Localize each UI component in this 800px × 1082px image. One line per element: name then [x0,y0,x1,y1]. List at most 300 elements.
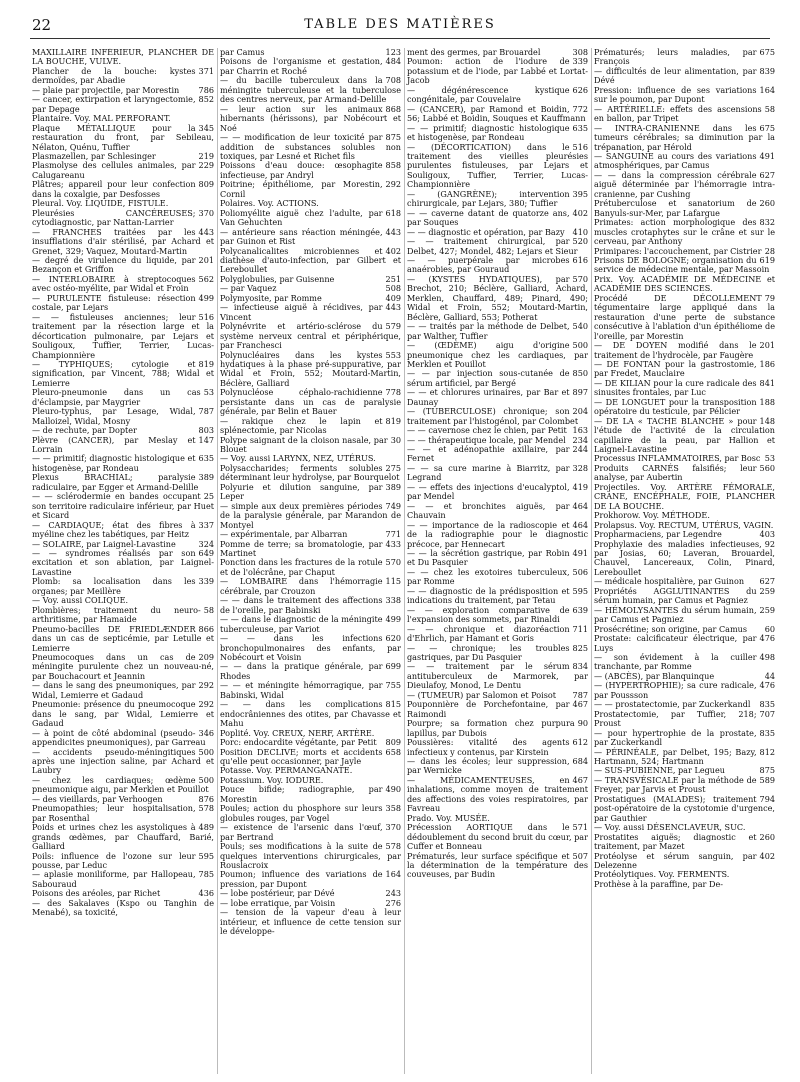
entry-page-number: 339 [198,576,214,587]
index-entry [32,294,214,313]
entry-page-number: 28 [764,245,775,256]
entry-text: — — primitif; diagnostic histologique et histogenèse, par Rondeau [32,453,196,473]
entry-text: Prothèse à la paraffine, par De- [594,878,723,889]
index-entry [32,606,214,625]
entry-text: — — puerpérale par microbes anaérobies, par Gouraud [407,254,570,275]
entry-page-number: 809 [385,737,401,748]
entry-page-number: 858 [385,160,401,171]
index-entry [32,388,214,407]
entry-page-number: 234 [572,434,588,445]
entry-page-number: 675 [759,122,775,133]
index-entry [407,143,588,190]
entry-page-number: 436 [198,888,214,899]
entry-page-number: 834 [572,661,588,672]
entry-text: Porc: endocardite végétante, par Petit [220,737,377,748]
entry-page-number: 819 [198,358,214,369]
index-entry [594,294,775,341]
entry-page-number: 850 [572,368,588,379]
entry-page-number: 30 [390,434,401,445]
index-entry [594,86,775,105]
entry-text: — TYPHIQUES; cytologie et signification, par Vincent, 788; Widal et Lemierre [32,358,214,388]
index-entry [220,351,401,389]
index-entry [594,880,775,889]
entry-text: — DE FONTAN pour la gastrostomie, par Fredet, Mauclaire [594,358,757,379]
entry-text: — antérieure sans réaction méningée, par Guinon et Rist [220,226,383,247]
entry-text: Prématurés, leur surface spécifique et la détermination de la température des couveuses, par Budin [407,850,588,880]
entry-page-number: 443 [385,226,401,237]
entry-page-number: 852 [198,94,214,105]
entry-page-number: 570 [572,273,588,284]
entry-page-number: 371 [198,65,214,76]
entry-page-number: 699 [385,661,401,672]
entry-page-number: 787 [572,689,588,700]
entry-text: — INTRA-CRANIENNE dans les tumeurs cérébrales; sa diminution par la trépanation, par Hérold [594,122,775,152]
index-entry [32,625,214,653]
entry-page-number: 53 [203,387,214,398]
entry-page-number: 812 [759,746,775,757]
entry-page-number: 711 [572,623,588,634]
entry-page-number: 259 [759,604,775,615]
entry-text: — TRANSVÉSICALE par la méthode de Freyer, par Jarvis et Proust [594,774,757,795]
entry-text: Prématurés; leurs maladies, par François [594,48,757,67]
index-entry [407,776,588,814]
index-entry [32,313,214,360]
index-entry [594,48,775,67]
entry-text: — — traitement chirurgical, par Delbet, 427; Mondel, 482; Lejars et Sieur [407,236,578,256]
entry-page-number: 389 [385,481,401,492]
index-entry [594,464,775,483]
index-entry [220,228,401,247]
entry-text: — — traitement par le sérum antituberculeux de Marmorek, par Dieulafoy, Monod, Le Dentu [407,661,588,691]
entry-text: — dans le sang des pneumoniques, par Widal, Lemierre et Gadaud [32,680,196,700]
index-entry [32,521,214,540]
entry-text: — HÉMOLYSANTES du sérum humain, par Camus et Pagniez [594,604,757,625]
index-entry [220,436,401,455]
entry-text: — — effets des injections d'eucalyptol, par Mendel [407,481,570,502]
entry-text: Plasmazellen, par Schlesinger [32,150,156,161]
entry-text: — — et méningite hémorragique, par Babinski, Widal [220,680,383,700]
index-entry [407,606,588,625]
index-entry [407,757,588,776]
entry-text: Poliomyélite aiguë chez l'adulte, par Van Gehuchten [220,207,383,228]
entry-text: Polynévrite et artério-sclérose du système nerveux central et périphérique, par Franchesci [220,321,401,351]
entry-text: — — dans les complications endocrâniennes des otites, par Chavasse et Mahu [220,699,401,729]
entry-page-number: 115 [385,576,401,587]
entry-page-number: 506 [572,566,588,577]
entry-page-number: 649 [198,548,214,559]
index-entry [32,804,214,823]
entry-text: ment des germes, par Brouardel [407,48,541,57]
index-entry [407,521,588,549]
entry-page-number: 835 [759,699,775,710]
entry-text: — — diagnostic et opération, par Bazy [407,226,565,237]
entry-page-number: 229 [198,160,214,171]
index-entry [220,681,401,700]
index-entry [32,275,214,294]
entry-text: — — exploration comparative de l'expansion des sommets, par Rinaldi [407,604,570,625]
index-entry [32,729,214,748]
entry-page-number: 338 [385,595,401,606]
entry-text: — — dans le traitement des affections de l'oreille, par Babinski [220,595,383,615]
entry-text: — (ABCÈS), par Blanquinque [594,670,715,681]
entry-page-number: 578 [198,803,214,814]
index-entry [220,161,401,180]
index-entry [407,738,588,757]
entry-text: Ponction dans les fractures de la rotule et de l'olécrâne, par Chaput [220,557,383,577]
entry-text: Potassium. Voy. IODURE. [220,774,324,785]
entry-page-number: 259 [759,585,775,596]
entry-page-number: 244 [572,444,588,455]
index-entry [220,464,401,483]
entry-text: Propharmaciens, par Legendre [594,529,722,540]
entry-page-number: 618 [385,207,401,218]
entry-page-number: 626 [572,84,588,95]
entry-page-number: 489 [198,822,214,833]
index-entry [594,634,775,653]
entry-page-number: 292 [198,699,214,710]
entry-page-number: 395 [572,188,588,199]
entry-text: par Camus [220,48,265,57]
entry-text: MAXILLAIRE INFÉRIEUR, PLANCHER DE LA BOUCHE, VULVE. [32,48,214,67]
index-entry [220,502,401,530]
entry-page-number: 186 [759,358,775,369]
index-entry [220,634,401,662]
index-entry [407,445,588,464]
entry-text: — (KYSTES HYDATIQUES), par Brechot, 210; Béclère, Galliard, Achard, Merklen, Chauffard, 489; Pinard, 490; Widal et Froin, 552; Moutard-Martin, Béclère, Galliard, 553; Potherat [407,273,588,322]
index-entry [220,908,401,936]
entry-page-number: 476 [759,680,775,691]
index-entry [594,379,775,398]
entry-text: Prophylaxie des maladies infectieuses, par Josias, 60; Laveran, Brouardel, Chauvel, Lancereaux, Colin, Pinard, Lereboullet [594,538,775,577]
entry-page-number: 620 [385,633,401,644]
entry-text: Précession AORTIQUE dans le dédoublement du second bruit du cœur, par Cuffer et Bonneau [407,822,588,852]
index-entry [220,596,401,615]
entry-page-number: 516 [572,141,588,152]
entry-page-number: 595 [572,585,588,596]
running-title: TABLE DES MATIÈRES [304,17,496,32]
entry-text: Pneumopathies; leur hospitalisation, par Rosenthal [32,803,196,823]
entry-page-number: 92 [764,538,775,549]
entry-text: — INTERLOBAIRE à streptocoques avec ostéo-myélite, par Widal et Froin [32,273,196,294]
entry-text: — — sa cure marine à Biarritz, par Legrand [407,462,570,483]
index-entry [220,700,401,728]
entry-text: — — sclérodermie en bandes occupant son territoire radiculaire inférieur, par Huet et Sicard [32,491,214,521]
index-entry [220,615,401,634]
index-entry [220,842,401,870]
entry-page-number: 370 [198,207,214,218]
entry-text: — infectieuse aiguë à récidives, par Vincent [220,302,383,322]
index-entry [594,360,775,379]
entry-text: Polype saignant de la cloison nasale, par Blouet [220,434,388,455]
entry-text: — médicale hospitalière, par Guinon [594,576,745,587]
entry-page-number: 345 [198,122,214,133]
entry-page-number: 90 [577,718,588,729]
index-entry [594,152,775,171]
entry-page-number: 292 [385,179,401,190]
entry-text: — — traités par la méthode de Delbet, par Walther, Tuffier [407,321,570,341]
entry-page-number: 520 [572,236,588,247]
entry-page-number: 251 [385,273,401,284]
entry-page-number: 516 [198,311,214,322]
entry-page-number: 402 [759,850,775,861]
entry-page-number: 876 [198,793,214,804]
entry-text: Poussières: vitalité des agents infectieux y contenus, par Kirstein [407,737,570,757]
index-entry [407,275,588,322]
index-entry [220,76,401,104]
entry-text: Prostate: calcificateur électrique, par Luys [594,633,757,653]
index-entry [32,124,214,152]
index-entry [594,795,775,823]
entry-page-number: 464 [572,519,588,530]
index-entry [220,105,401,133]
entry-text: Prostatites aiguës; diagnostic et traitement, par Mazet [594,831,757,852]
index-entry [407,105,588,124]
entry-page-number: 147 [198,434,214,445]
index-entry [407,587,588,606]
entry-text: — PÉRINÉALE, par Delbet, 195; Bazy, Hartmann, 524; Hartmann [594,746,757,766]
entry-text: Polymyosite, par Romme [220,292,322,303]
entry-page-number: 499 [385,614,401,625]
entry-page-number: 499 [198,292,214,303]
entry-text: Protéolytiques. Voy. FERMENTS. [594,869,730,880]
entry-page-number: 79 [764,292,775,303]
entry-text: Prolapsus. Voy. RECTUM, UTÉRUS, VAGIN. [594,519,774,530]
index-entry [220,577,401,596]
entry-text: Prosécrétine; son origine, par Camus [594,623,748,634]
index-column-3 [404,48,591,1074]
entry-text: Procédé DE DÉCOLLEMENT tégumentaire large appliqué dans la restauration d'une perte de substance consécutive à l'ablation d'un épithéliome de l'oreille, par Morestin [594,292,775,341]
entry-page-number: 787 [198,406,214,417]
entry-text: Pomme de terre; sa bromatologie, par Martinet [220,538,383,559]
index-entry [32,577,214,596]
entry-text: Prostatectomie, par Tuffier, 218; Proust [594,708,757,729]
entry-text: — — et bronchites aiguës, par Chauvain [407,500,570,521]
index-entry [407,341,588,369]
entry-page-number: 809 [198,179,214,190]
entry-text: — (TUMEUR) par Salomon et Poisot [407,689,556,700]
entry-page-number: 589 [759,774,775,785]
entry-text: — DE KILIAN pour la cure radicale des sinusites frontales, par Luc [594,377,757,398]
entry-text: — existence de l'arsenic dans l'œuf, par Bertrand [220,822,383,842]
entry-text: Polynucléose céphalo-rachidienne persistante dans un cas de paralysie générale, par Belin et Bauer [220,387,401,417]
entry-text: — — dans le diagnostic de la méningite tuberculeuse, par Variot [220,614,383,634]
entry-text: Plexus BRACHIAL; paralysie radiculaire, par Egger et Armand-Delille [32,472,199,492]
entry-page-number: 875 [759,765,775,776]
entry-text: — MÉDICAMENTEUSES, en inhalations, comme moyen de traitement des affections des voies respiratoires, par Favreau [407,774,588,814]
index-entry [220,133,401,161]
entry-text: — — et chlorures urinaires, par Bar et Daunay [407,387,570,407]
index-entry [32,870,214,889]
entry-page-number: 839 [759,65,775,76]
entry-text: — son évidement à la cuiller tranchante, par Romme [594,652,757,672]
entry-text: Primipares: l'accouchement, par Cistrier [594,245,762,256]
entry-page-number: 53 [764,453,775,464]
index-entry [594,748,775,767]
entry-text: Prado. Voy. MUSÉE. [407,812,490,823]
entry-text: Plomb: sa localisation dans les organes; par Meillère [32,576,196,596]
index-entry [594,105,775,124]
entry-page-number: 308 [572,48,588,57]
entry-text: — (GANGRÈNE); intervention chirurgicale, par Lejars, 380; Tuffier [407,188,570,209]
entry-text: — PURULENTE fistuleuse: résection costale, par Lejars [32,292,196,313]
entry-page-number: 815 [385,699,401,710]
entry-page-number: 825 [572,642,588,653]
entry-text: Poisons de l'organisme et gestation, par Charrin et Roché [220,56,383,76]
entry-text: — Voy. aussi DÉSENCLAVEUR, SUC. [594,822,746,833]
entry-text: — — chez les exotoires tuberculeux, par Romme [407,566,570,587]
entry-page-number: 409 [385,292,401,303]
entry-text: — — cavernose chez le chien, par Petit [407,425,567,436]
index-entry [407,86,588,105]
entry-page-number: 612 [572,737,588,748]
entry-page-number: 491 [759,150,775,161]
entry-page-number: 570 [385,557,401,568]
entry-text: — accidents pseudo-méningitiques après une injection saline, par Achard et Laubry [32,746,214,776]
index-entry [407,388,588,407]
entry-page-number: 25 [203,491,214,502]
entry-text: Pleural. Voy. LIQUIDE, FISTULE. [32,198,169,209]
entry-page-number: 358 [385,803,401,814]
index-entry [594,275,775,294]
index-entry [32,360,214,388]
entry-text: Prostatiques (MALADES); traitement post-opératoire de la cystotomie d'urgence, par Gauthier [594,793,775,823]
index-entry [407,549,588,568]
entry-text: Pouce bifide; radiographie, par Morestin [220,784,383,804]
index-entry [32,899,214,918]
entry-page-number: 771 [385,529,401,540]
index-entry [407,190,588,209]
entry-page-number: 346 [198,727,214,738]
index-entry [407,369,588,388]
entry-text: — — chronique et diazoréaction d'Ehrlich, par Hamant et Goris [407,623,570,644]
index-entry [407,852,588,880]
index-entry [594,398,775,417]
index-entry [220,180,401,199]
entry-text: — simple aux deux premières périodes de la paralysie générale, par Marandon de Montyel [220,500,401,530]
index-entry [594,852,775,871]
entry-text: — SOLAIRE, par Laignel-Lavastine [32,538,176,549]
index-entry [594,681,775,700]
entry-page-number: 841 [759,377,775,388]
entry-text: Produits CARNÉS falsifiés; leur analyse, par Aubertin [594,462,757,483]
entry-text: Plombières; traitement du neuro-arthritisme, par Hamaide [32,604,201,625]
entry-text: Poissons d'eau douce: œsophagite infectieuse, par Andryl [220,160,383,180]
entry-page-number: 324 [198,538,214,549]
index-entry [220,558,401,577]
entry-text: Polynucléaires dans les kystes hydatiques à la phase pré-suppurative, par Widal et Froin, 552; Moutard-Martin, Béclère, Galliard [220,349,401,388]
index-entry [32,748,214,776]
index-entry [32,681,214,700]
index-entry [407,322,588,341]
index-entry [594,729,775,748]
index-entry [32,436,214,455]
index-entry [220,540,401,559]
entry-text: Pneumo-bacilles DE FRIEDLÆNDER dans un cas de septicémie, par Letulle et Lemierre [32,623,214,653]
entry-text: Position DECLIVE; morts et accidents qu'elle peut occasionner, par Jayle [220,746,383,766]
entry-text: Prisons DE BOLOGNE; organisation du service de médecine mentale, par Massoin [594,254,770,275]
index-entry [220,823,401,842]
entry-text: Pneumocoques dans un cas de méningite purulente chez un nouveau-né, par Bouchacourt et Jeannin [32,652,214,681]
index-entry [32,492,214,520]
entry-text: — difficultés de leur alimentation, par Dévé [594,65,757,86]
entry-page-number: 209 [198,652,214,662]
entry-text: Potasse. Voy. PERMANGANATE. [220,765,353,776]
entry-text: Poils: influence de l'ozone sur leur pousse, par Leduc [32,850,196,870]
entry-page-number: 819 [385,415,401,426]
index-entry [220,417,401,436]
entry-text: — cancer, extirpation et laryngectomie, par Depage [32,94,196,114]
index-entry [32,473,214,492]
index-entry [407,124,588,143]
index-entry [594,606,775,625]
entry-text: — par Vaquez [220,283,277,294]
entry-text: — ARTÉRIELLE: effets des ascensions en ballon, par Tripet [594,103,762,124]
entry-text: — — dans la compression cérébrale aiguë déterminée par l'hémorragie intra-cranienne, par Cushing [594,169,775,199]
entry-text: — — la sécrétion gastrique, par Robin et Du Pasquier [407,548,570,568]
index-entry [407,700,588,719]
entry-text: Polaires. Voy. ACTIONS. [220,198,319,209]
index-entry [594,710,775,729]
index-entry [220,322,401,350]
entry-page-number: 562 [198,273,214,284]
entry-page-number: 275 [385,462,401,473]
entry-text: — de rechute, par Dopter [32,425,137,436]
entry-page-number: 684 [572,755,588,766]
entry-text: — chez les cardiaques; œdème pneumonique aigu, par Merklen et Pouillot [32,774,209,795]
entry-text: — lobe erratique, par Voisin [220,897,336,908]
entry-text: — (DÉCORTICATION) dans le traitement des vieilles pleurésies purulentes fistuleuses, par Lejars et Souligoux, Tuffier, Terrier, Lucas-Championnière [407,141,588,190]
index-column-2 [217,48,404,1074]
entry-page-number: 803 [198,425,214,436]
entry-text: — SANGUINE au cours des variations atmosphériques, par Camus [594,150,757,171]
entry-page-number: 467 [572,774,588,785]
entry-page-number: 498 [759,652,775,662]
entry-page-number: 260 [759,198,775,209]
index-entry [594,417,775,455]
index-entry [220,483,401,502]
index-entry [407,625,588,644]
entry-text: Prétuberculose et sanatorium de Banyuls-sur-Mer, par Lafargue [594,198,757,218]
entry-text: — — modification de leur toxicité par addition de substances solubles non toxiques, par Lesné et Richet fils [220,132,401,161]
entry-page-number: 292 [198,680,214,691]
index-entry [32,95,214,114]
entry-text: — Voy. aussi COLIQUE. [32,595,129,606]
entry-text: Poumon: action de l'iodure de potassium et de l'iode, par Labbé et Lortat-Jacob [407,56,588,86]
entry-page-number: 58 [764,103,775,114]
index-entry [407,568,588,587]
index-entry [407,464,588,483]
index-entry [594,833,775,852]
index-entry [32,256,214,275]
entry-page-number: 785 [198,869,214,880]
index-entry [594,540,775,578]
entry-page-number: 201 [198,254,214,265]
entry-text: Poplité. Voy. CREUX, NERF, ARTÈRE. [220,727,375,738]
entry-page-number: 490 [385,784,401,795]
entry-page-number: 658 [385,746,401,757]
index-entry [220,57,401,76]
entry-text: — (ŒDÈME) aigu d'origine pneumonique chez les cardiaques, par Merklen et Pouillot [407,340,588,369]
entry-page-number: 507 [572,850,588,861]
entry-text: Pleuro-pneumonie dans un cas d'éclampsie, par Maygrier [32,387,201,407]
entry-text: Poitrine; épithéliome, par Morestin, Cornil [220,179,383,199]
entry-page-number: 500 [572,340,588,351]
index-entry [407,662,588,690]
entry-page-number: 875 [385,132,401,143]
entry-text: — des Sakalaves (Kspo ou Tanghin de Menabé), sa toxicité, [32,897,214,918]
entry-page-number: 786 [198,84,214,95]
index-column-1 [30,48,217,1074]
